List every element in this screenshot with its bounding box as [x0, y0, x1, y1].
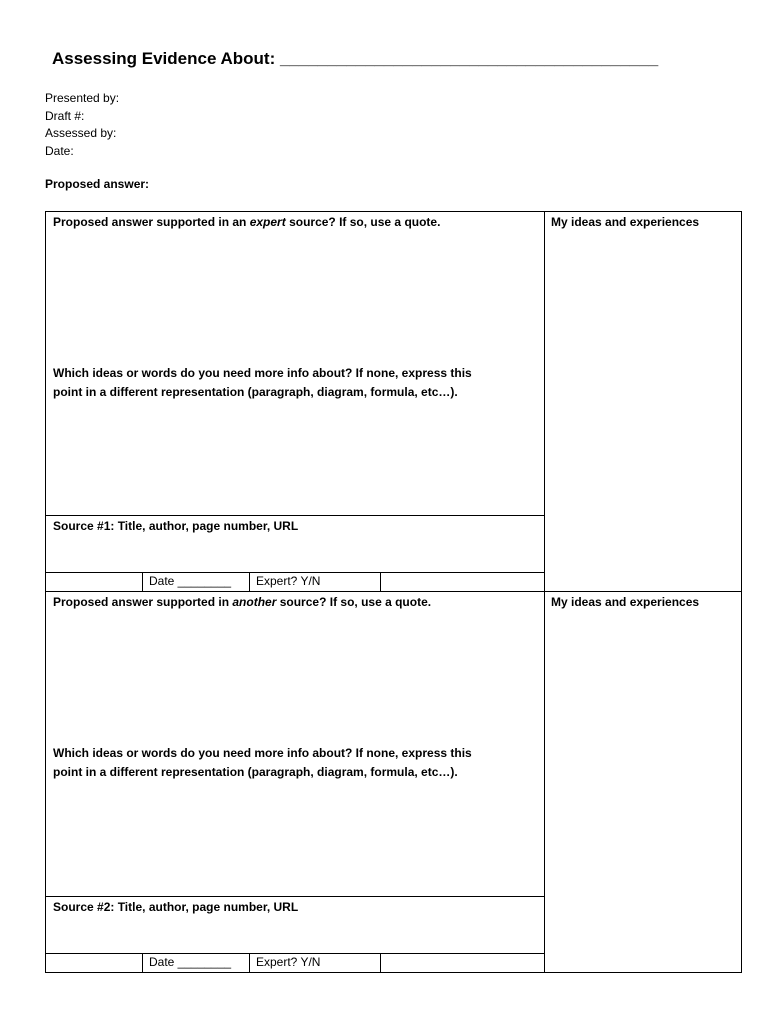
more-info-prompt-2-line-2: point in a different representation (paragraph, diagram, formula, etc…).	[53, 765, 458, 779]
ideas-label-2: My ideas and experiences	[551, 595, 700, 609]
quote-prompt-1: Proposed answer supported in an expert source? If so, use a quote.	[53, 215, 441, 229]
ideas-box-1[interactable]	[544, 211, 742, 592]
assessed-by-label: Assessed by:	[45, 126, 117, 140]
evidence-section-1	[45, 211, 742, 592]
source-label-1: Source #1: Title, author, page number, URL	[53, 519, 299, 533]
date-cell-2[interactable]: Date ________	[142, 953, 250, 973]
draft-number-label: Draft #:	[45, 108, 85, 123]
extra-cell-1[interactable]	[380, 572, 545, 592]
header-fields	[45, 90, 119, 160]
quote-box-1[interactable]	[45, 211, 545, 516]
ideas-box-2[interactable]	[544, 591, 742, 973]
quote-box-2[interactable]	[45, 591, 545, 897]
source-box-2[interactable]	[45, 896, 545, 954]
blank-cell-1[interactable]	[45, 572, 143, 592]
presented-by-label: Presented by:	[45, 91, 120, 105]
ideas-label-1: My ideas and experiences	[551, 215, 700, 229]
source-label-2: Source #2: Title, author, page number, URL	[53, 900, 299, 914]
blank-cell-2[interactable]	[45, 953, 143, 973]
expert-cell-2[interactable]: Expert? Y/N	[249, 953, 381, 973]
extra-cell-2[interactable]	[380, 953, 545, 973]
more-info-prompt-1-line-2: point in a different representation (paragraph, diagram, formula, etc…).	[53, 385, 458, 399]
date-cell-1[interactable]: Date ________	[142, 572, 250, 592]
source-box-1[interactable]	[45, 515, 545, 573]
page-title: Assessing Evidence About: ________________________________________	[52, 49, 659, 68]
evidence-section-2	[45, 591, 742, 973]
more-info-prompt-1-line-1: Which ideas or words do you need more info about? If none, express this	[53, 366, 472, 380]
proposed-answer-label: Proposed answer:	[45, 177, 150, 191]
quote-prompt-2: Proposed answer supported in another source? If so, use a quote.	[53, 595, 432, 609]
more-info-prompt-2-line-1: Which ideas or words do you need more info about? If none, express this	[53, 746, 472, 760]
expert-cell-1[interactable]: Expert? Y/N	[249, 572, 381, 592]
date-label: Date:	[45, 143, 74, 158]
